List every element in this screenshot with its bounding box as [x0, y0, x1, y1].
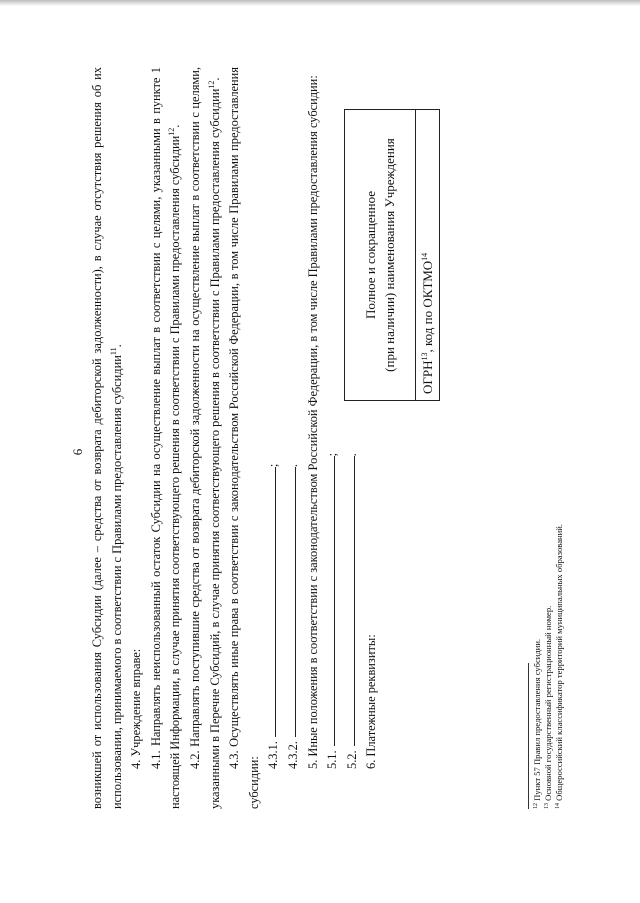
clause-4-2: 4.2. Направлять поступившие средства от возврата дебиторской задолженности на осуществление выплат в соответствии с целями, указанными в Перечне Субсидий, в случае принятия соответствующего решения в соответствии с Правилами предоставления субсидии$^{12}$.: [187, 66, 222, 809]
footnote-number: 13: [544, 802, 550, 809]
paragraph-text: возникшей от использования Субсидии (далее – средства от возврата дебиторской задолженности), в случае отсутствия решения об их использовании, принимаемого в соответствии с Правилами предоставления субсидии: [90, 66, 124, 809]
cell-text: Полное и сокращенное: [363, 190, 378, 319]
paragraph-text: 4.2. Направлять поступившие средства от возврата дебиторской задолженности на осуществление выплат в соответствии с целями, указанными в Перечне Субсидий, в случае принятия соответствующего решения в соответствии с Правилами предоставления субсидии: [187, 66, 222, 809]
institution-name-cell: [345, 109, 416, 400]
paragraph-text: 4.1. Направлять неиспользованный остаток Субсидии на осуществление выплат в соответствии с целями, указанными в пункте 1 настоящей Информации, в случае принятия соответствующего решения в соответствии с Правилами предоставления субсидии: [148, 66, 183, 809]
cell-text: , код по ОКТМО: [420, 260, 435, 352]
footnote-text: Пункт 57 Правил предоставления субсидии.: [532, 638, 542, 801]
payment-requisites-table: [344, 109, 440, 401]
footnote-text: Основной государственный регистрационный номер.: [543, 605, 553, 801]
footnotes: [532, 524, 565, 809]
footnote-ref: 13: [420, 351, 429, 360]
cell-text: (при наличии) наименования Учреждения: [382, 137, 397, 372]
page-number: 6: [70, 448, 85, 455]
scan-edge: [0, 0, 640, 6]
footnote-number: 12: [533, 802, 539, 809]
document-body: [88, 67, 382, 809]
section-4-heading: 4. Учреждение вправе:: [129, 648, 144, 769]
clause-4-3: 4.3. Осуществлять иные права в соответствии с законодательством Российской Федерации, в том числе Правилами предоставления субсидии:: [227, 66, 261, 809]
clause-4-3-2: 4.3.2..: [285, 463, 300, 769]
clause-4-1: 4.1. Направлять неиспользованный остаток Субсидии на осуществление выплат в соответствии с целями, указанными в пункте 1 настоящей Информации, в случае принятия соответствующего решения в соответствии с Правилами предоставления субсидии$^{12}$.: [148, 66, 183, 809]
footnote: [554, 524, 565, 809]
footnote-ref: 12: [206, 80, 216, 89]
clause-number: 5.1.: [325, 749, 340, 769]
ogrn-oktmo-cell: [416, 109, 440, 400]
fill-in-line: [334, 456, 335, 746]
fill-in-line: [354, 456, 355, 746]
paragraph-3-continuation: возникшей от использования Субсидии (далее – средства от возврата дебиторской задолженности), в случае отсутствия решения об их использовании, принимаемого в соответствии с Правилами предоставления субсидии$^{11}$.: [90, 66, 124, 809]
clause-4-3-1: 4.3.1.;: [266, 463, 281, 769]
footnote-divider: [528, 663, 529, 809]
footnote-text: Общероссийский классификатор территорий муниципальных образований.: [554, 523, 564, 801]
footnote-ref: 11: [108, 346, 118, 355]
fill-in-line: [275, 467, 276, 737]
fill-in-line: [295, 467, 296, 737]
clause-number: 5.2.: [344, 749, 359, 769]
clause-5-2: 5.2..: [344, 452, 359, 769]
footnote: [532, 524, 543, 809]
footnote: [543, 524, 554, 809]
footnote-number: 14: [555, 802, 561, 809]
cell-text: ОГРН: [420, 359, 435, 394]
rotated-document-page: [40, 37, 600, 867]
clause-number: 4.3.1.: [266, 740, 281, 769]
clause-5-1: 5.1.;: [325, 452, 340, 769]
footnote-ref: 14: [420, 252, 429, 261]
section-6-heading: 6. Платежные реквизиты:: [364, 633, 379, 769]
footnote-ref: 12: [167, 127, 177, 136]
clause-number: 4.3.2.: [285, 740, 300, 769]
section-5: 5. Иные положения в соответствии с законодательством Российской Федерации, в том числе Правилами предоставления субсидии:: [305, 74, 320, 769]
